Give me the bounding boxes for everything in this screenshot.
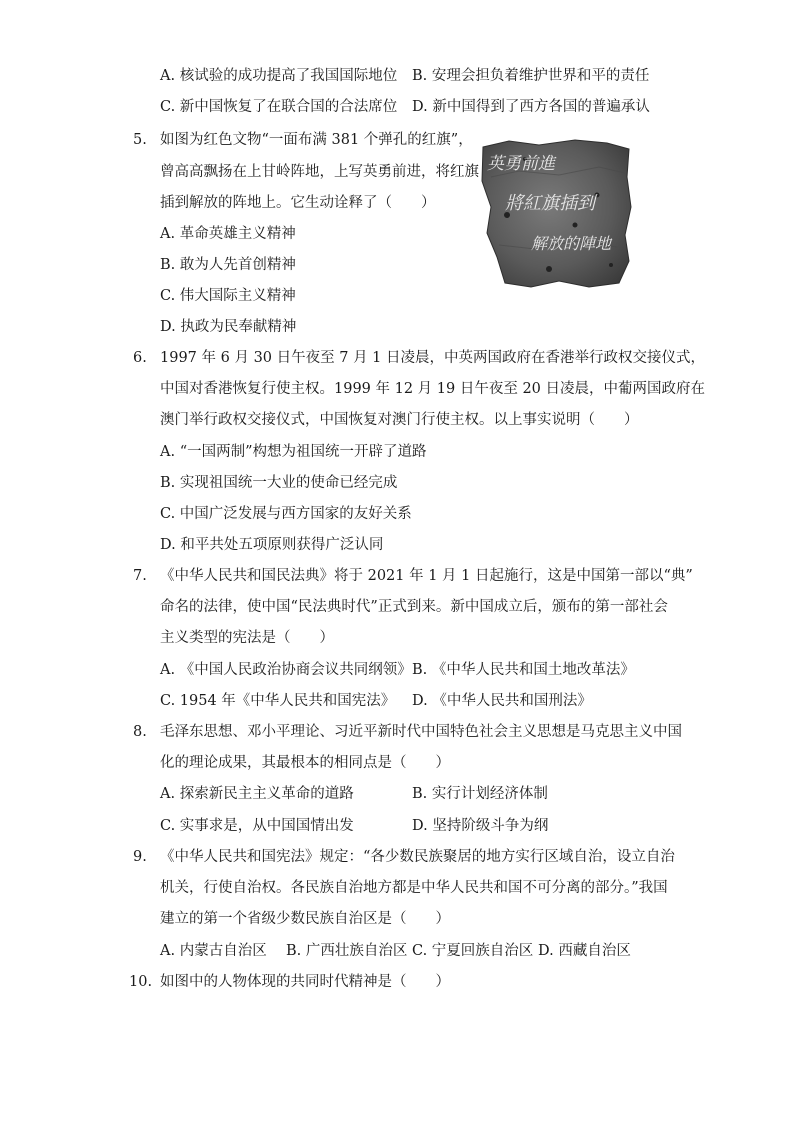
q6-stem-line-2: 中国对香港恢复行使主权。1999 年 12 月 19 日午夜至 20 日凌晨，中葡两国政府在 bbox=[160, 381, 706, 397]
q9-option-d: D. 西藏自治区 bbox=[538, 943, 631, 959]
q7-option-c: C. 1954 年《中华人民共和国宪法》 bbox=[160, 693, 396, 709]
q5-option-a: A. 革命英雄主义精神 bbox=[160, 226, 296, 242]
q8-option-b: B. 实行计划经济体制 bbox=[412, 786, 548, 802]
q4-option-c: C. 新中国恢复了在联合国的合法席位 bbox=[160, 99, 398, 115]
red-flag-relic-photo bbox=[479, 137, 633, 289]
flag-text-line-2: 將紅旗插到 bbox=[505, 193, 595, 214]
q9-option-c: C. 宁夏回族自治区 bbox=[412, 943, 534, 959]
q9-option-b: B. 广西壮族自治区 bbox=[286, 943, 408, 959]
flag-text-line-3: 解放的陣地 bbox=[531, 234, 612, 253]
q5-stem-line-2: 曾高高飘扬在上甘岭阵地，上写英勇前进，将红旗 bbox=[160, 164, 479, 180]
flag-text-line-1: 英勇前進 bbox=[487, 154, 555, 174]
q6-option-c: C. 中国广泛发展与西方国家的友好关系 bbox=[160, 506, 412, 522]
q8-option-d: D. 坚持阶级斗争为纲 bbox=[412, 818, 549, 834]
q4-option-a: A. 核试验的成功提高了我国国际地位 bbox=[160, 68, 398, 84]
q6-option-d: D. 和平共处五项原则获得广泛认同 bbox=[160, 537, 384, 553]
q7-number: 7. bbox=[133, 568, 147, 584]
q10-number: 10. bbox=[129, 974, 153, 990]
q7-stem-line-2: 命名的法律，使中国“民法典时代”正式到来。新中国成立后，颁布的第一部社会 bbox=[160, 599, 668, 615]
q5-number: 5. bbox=[133, 132, 147, 148]
q7-stem-line-3: 主义类型的宪法是（ ） bbox=[160, 630, 334, 646]
q4-option-b: B. 安理会担负着维护世界和平的责任 bbox=[412, 68, 650, 84]
q9-stem-line-3: 建立的第一个省级少数民族自治区是（ ） bbox=[160, 911, 450, 927]
q8-stem-line-2: 化的理论成果，其最根本的相同点是（ ） bbox=[160, 755, 450, 771]
q8-option-a: A. 探索新民主主义革命的道路 bbox=[160, 786, 354, 802]
q4-option-d: D. 新中国得到了西方各国的普遍承认 bbox=[412, 99, 650, 115]
q9-stem-line-2: 机关，行使自治权。各民族自治地方都是中华人民共和国不可分离的部分。”我国 bbox=[160, 880, 668, 896]
q7-stem-line-1: 《中华人民共和国民法典》将于 2021 年 1 月 1 日起施行，这是中国第一部以“典” bbox=[160, 568, 693, 584]
q8-number: 8. bbox=[133, 724, 147, 740]
q10-stem-line-1: 如图中的人物体现的共同时代精神是（ ） bbox=[160, 974, 450, 990]
q5-option-d: D. 执政为民奉献精神 bbox=[160, 319, 297, 335]
q7-option-d: D. 《中华人民共和国刑法》 bbox=[412, 693, 592, 709]
q8-stem-line-1: 毛泽东思想、邓小平理论、习近平新时代中国特色社会主义思想是马克思主义中国 bbox=[160, 724, 682, 740]
q6-stem-line-1: 1997 年 6 月 30 日午夜至 7 月 1 日凌晨，中英两国政府在香港举行政权交接仪式， bbox=[160, 350, 706, 366]
q6-option-b: B. 实现祖国统一大业的使命已经完成 bbox=[160, 475, 398, 491]
q5-option-b: B. 敢为人先首创精神 bbox=[160, 257, 296, 273]
q9-option-a: A. 内蒙古自治区 bbox=[160, 943, 267, 959]
q7-option-a: A. 《中国人民政治协商会议共同纲领》 bbox=[160, 662, 412, 678]
q7-option-b: B. 《中华人民共和国土地改革法》 bbox=[412, 662, 635, 678]
q6-stem-line-3: 澳门举行政权交接仪式，中国恢复对澳门行使主权。以上事实说明（ ） bbox=[160, 412, 639, 428]
q9-stem-line-1: 《中华人民共和国宪法》规定：“各少数民族聚居的地方实行区域自治，设立自治 bbox=[160, 849, 675, 865]
q9-number: 9. bbox=[133, 849, 147, 865]
q5-option-c: C. 伟大国际主义精神 bbox=[160, 288, 296, 304]
q5-stem-line-1: 如图为红色文物“一面布满 381 个弹孔的红旗”， bbox=[160, 132, 473, 148]
q6-number: 6. bbox=[133, 350, 147, 366]
q5-stem-line-3: 插到解放的阵地上。它生动诠释了（ ） bbox=[160, 195, 436, 211]
q6-option-a: A. “一国两制”构想为祖国统一开辟了道路 bbox=[160, 444, 427, 460]
q8-option-c: C. 实事求是，从中国国情出发 bbox=[160, 818, 354, 834]
